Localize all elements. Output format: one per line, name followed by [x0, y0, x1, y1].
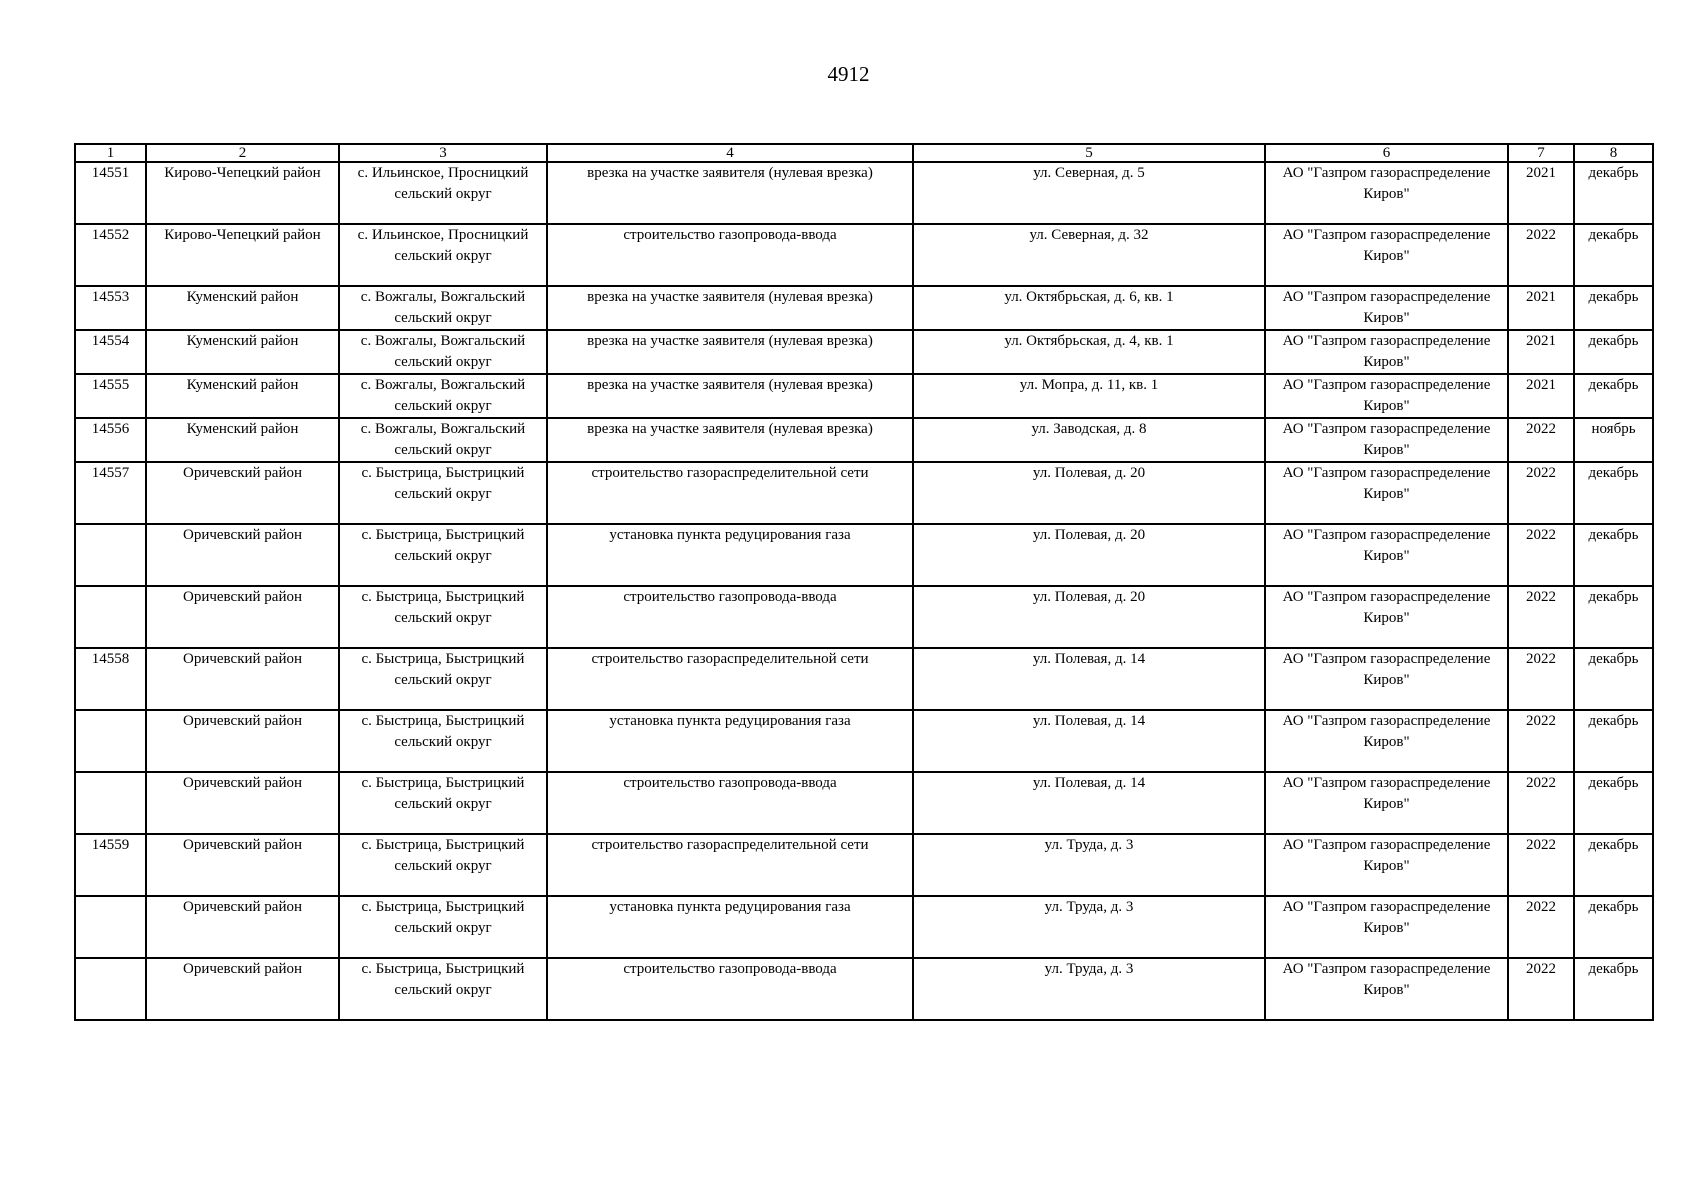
cell-year: 2021	[1508, 330, 1574, 374]
cell-organization: АО "Газпром газораспределение Киров"	[1265, 772, 1508, 834]
cell-number	[75, 586, 146, 648]
cell-month: декабрь	[1574, 896, 1653, 958]
cell-month: декабрь	[1574, 524, 1653, 586]
table-row	[75, 524, 1653, 586]
cell-district: Оричевский район	[146, 586, 339, 648]
table-row	[75, 418, 1653, 462]
cell-organization: АО "Газпром газораспределение Киров"	[1265, 286, 1508, 330]
cell-locality: с. Быстрица, Быстрицкий сельский округ	[339, 772, 547, 834]
cell-organization: АО "Газпром газораспределение Киров"	[1265, 330, 1508, 374]
table-row	[75, 374, 1653, 418]
cell-month: декабрь	[1574, 162, 1653, 224]
cell-organization: АО "Газпром газораспределение Киров"	[1265, 462, 1508, 524]
cell-year: 2022	[1508, 896, 1574, 958]
cell-address: ул. Полевая, д. 20	[913, 586, 1265, 648]
table-row	[75, 958, 1653, 1020]
cell-month: декабрь	[1574, 772, 1653, 834]
cell-number	[75, 958, 146, 1020]
cell-number	[75, 896, 146, 958]
column-header: 6	[1265, 144, 1508, 162]
cell-locality: с. Быстрица, Быстрицкий сельский округ	[339, 834, 547, 896]
cell-year: 2022	[1508, 224, 1574, 286]
cell-number: 14557	[75, 462, 146, 524]
cell-number: 14559	[75, 834, 146, 896]
cell-month: декабрь	[1574, 586, 1653, 648]
cell-work-type: установка пункта редуцирования газа	[547, 524, 913, 586]
cell-month: декабрь	[1574, 958, 1653, 1020]
cell-address: ул. Полевая, д. 20	[913, 524, 1265, 586]
cell-work-type: установка пункта редуцирования газа	[547, 710, 913, 772]
cell-month: декабрь	[1574, 834, 1653, 896]
cell-month: декабрь	[1574, 224, 1653, 286]
table-row	[75, 286, 1653, 330]
cell-locality: с. Ильинское, Просницкий сельский округ	[339, 162, 547, 224]
cell-work-type: врезка на участке заявителя (нулевая врезка)	[547, 418, 913, 462]
cell-number: 14553	[75, 286, 146, 330]
cell-district: Кирово-Чепецкий район	[146, 162, 339, 224]
cell-locality: с. Вожгалы, Вожгальский сельский округ	[339, 418, 547, 462]
cell-address: ул. Полевая, д. 14	[913, 772, 1265, 834]
cell-work-type: строительство газораспределительной сети	[547, 462, 913, 524]
table-row	[75, 224, 1653, 286]
cell-address: ул. Труда, д. 3	[913, 958, 1265, 1020]
cell-number: 14558	[75, 648, 146, 710]
cell-locality: с. Быстрица, Быстрицкий сельский округ	[339, 462, 547, 524]
cell-organization: АО "Газпром газораспределение Киров"	[1265, 524, 1508, 586]
cell-organization: АО "Газпром газораспределение Киров"	[1265, 648, 1508, 710]
cell-year: 2022	[1508, 586, 1574, 648]
cell-organization: АО "Газпром газораспределение Киров"	[1265, 834, 1508, 896]
column-header: 8	[1574, 144, 1653, 162]
cell-year: 2022	[1508, 418, 1574, 462]
cell-year: 2021	[1508, 286, 1574, 330]
cell-month: декабрь	[1574, 648, 1653, 710]
header-row	[75, 144, 1653, 162]
table-row	[75, 462, 1653, 524]
cell-number	[75, 710, 146, 772]
cell-year: 2022	[1508, 834, 1574, 896]
cell-year: 2022	[1508, 648, 1574, 710]
table-row	[75, 162, 1653, 224]
cell-organization: АО "Газпром газораспределение Киров"	[1265, 586, 1508, 648]
cell-organization: АО "Газпром газораспределение Киров"	[1265, 896, 1508, 958]
cell-month: декабрь	[1574, 374, 1653, 418]
cell-number	[75, 772, 146, 834]
cell-year: 2021	[1508, 374, 1574, 418]
cell-work-type: строительство газопровода-ввода	[547, 224, 913, 286]
column-header: 4	[547, 144, 913, 162]
cell-locality: с. Ильинское, Просницкий сельский округ	[339, 224, 547, 286]
cell-organization: АО "Газпром газораспределение Киров"	[1265, 162, 1508, 224]
cell-organization: АО "Газпром газораспределение Киров"	[1265, 710, 1508, 772]
cell-district: Кирово-Чепецкий район	[146, 224, 339, 286]
cell-number: 14554	[75, 330, 146, 374]
cell-work-type: врезка на участке заявителя (нулевая врезка)	[547, 330, 913, 374]
cell-work-type: установка пункта редуцирования газа	[547, 896, 913, 958]
cell-locality: с. Вожгалы, Вожгальский сельский округ	[339, 330, 547, 374]
cell-district: Оричевский район	[146, 834, 339, 896]
cell-month: декабрь	[1574, 286, 1653, 330]
cell-year: 2021	[1508, 162, 1574, 224]
column-header: 7	[1508, 144, 1574, 162]
cell-number	[75, 524, 146, 586]
cell-district: Куменский район	[146, 330, 339, 374]
cell-organization: АО "Газпром газораспределение Киров"	[1265, 374, 1508, 418]
cell-work-type: врезка на участке заявителя (нулевая врезка)	[547, 162, 913, 224]
cell-number: 14552	[75, 224, 146, 286]
cell-district: Куменский район	[146, 418, 339, 462]
page-number: 4912	[827, 62, 870, 86]
cell-organization: АО "Газпром газораспределение Киров"	[1265, 224, 1508, 286]
cell-month: декабрь	[1574, 462, 1653, 524]
cell-locality: с. Быстрица, Быстрицкий сельский округ	[339, 648, 547, 710]
cell-number: 14555	[75, 374, 146, 418]
cell-organization: АО "Газпром газораспределение Киров"	[1265, 418, 1508, 462]
cell-number: 14556	[75, 418, 146, 462]
cell-locality: с. Быстрица, Быстрицкий сельский округ	[339, 586, 547, 648]
table-row	[75, 330, 1653, 374]
cell-organization: АО "Газпром газораспределение Киров"	[1265, 958, 1508, 1020]
cell-month: ноябрь	[1574, 418, 1653, 462]
cell-work-type: строительство газопровода-ввода	[547, 586, 913, 648]
cell-district: Куменский район	[146, 374, 339, 418]
cell-district: Оричевский район	[146, 710, 339, 772]
cell-address: ул. Октябрьская, д. 4, кв. 1	[913, 330, 1265, 374]
cell-address: ул. Полевая, д. 14	[913, 710, 1265, 772]
cell-month: декабрь	[1574, 710, 1653, 772]
cell-district: Оричевский район	[146, 772, 339, 834]
cell-locality: с. Быстрица, Быстрицкий сельский округ	[339, 524, 547, 586]
cell-work-type: врезка на участке заявителя (нулевая врезка)	[547, 286, 913, 330]
cell-address: ул. Северная, д. 5	[913, 162, 1265, 224]
cell-district: Оричевский район	[146, 462, 339, 524]
cell-locality: с. Вожгалы, Вожгальский сельский округ	[339, 286, 547, 330]
table-row	[75, 896, 1653, 958]
table-row	[75, 586, 1653, 648]
cell-year: 2022	[1508, 462, 1574, 524]
column-header: 1	[75, 144, 146, 162]
cell-address: ул. Заводская, д. 8	[913, 418, 1265, 462]
cell-district: Оричевский район	[146, 958, 339, 1020]
column-header: 5	[913, 144, 1265, 162]
cell-locality: с. Быстрица, Быстрицкий сельский округ	[339, 710, 547, 772]
cell-year: 2022	[1508, 772, 1574, 834]
column-header: 2	[146, 144, 339, 162]
cell-year: 2022	[1508, 710, 1574, 772]
cell-work-type: строительство газораспределительной сети	[547, 648, 913, 710]
cell-year: 2022	[1508, 958, 1574, 1020]
cell-month: декабрь	[1574, 330, 1653, 374]
cell-locality: с. Быстрица, Быстрицкий сельский округ	[339, 896, 547, 958]
cell-number: 14551	[75, 162, 146, 224]
cell-locality: с. Быстрица, Быстрицкий сельский округ	[339, 958, 547, 1020]
cell-work-type: строительство газораспределительной сети	[547, 834, 913, 896]
table-row	[75, 834, 1653, 896]
cell-work-type: врезка на участке заявителя (нулевая врезка)	[547, 374, 913, 418]
column-header: 3	[339, 144, 547, 162]
cell-address: ул. Северная, д. 32	[913, 224, 1265, 286]
cell-district: Оричевский район	[146, 896, 339, 958]
cell-district: Куменский район	[146, 286, 339, 330]
gasification-table	[74, 143, 1654, 1021]
cell-address: ул. Полевая, д. 20	[913, 462, 1265, 524]
cell-address: ул. Труда, д. 3	[913, 896, 1265, 958]
cell-year: 2022	[1508, 524, 1574, 586]
cell-district: Оричевский район	[146, 648, 339, 710]
cell-address: ул. Полевая, д. 14	[913, 648, 1265, 710]
table-row	[75, 772, 1653, 834]
table-row	[75, 648, 1653, 710]
cell-address: ул. Мопра, д. 11, кв. 1	[913, 374, 1265, 418]
cell-work-type: строительство газопровода-ввода	[547, 772, 913, 834]
cell-locality: с. Вожгалы, Вожгальский сельский округ	[339, 374, 547, 418]
table-row	[75, 710, 1653, 772]
cell-district: Оричевский район	[146, 524, 339, 586]
cell-work-type: строительство газопровода-ввода	[547, 958, 913, 1020]
cell-address: ул. Труда, д. 3	[913, 834, 1265, 896]
cell-address: ул. Октябрьская, д. 6, кв. 1	[913, 286, 1265, 330]
